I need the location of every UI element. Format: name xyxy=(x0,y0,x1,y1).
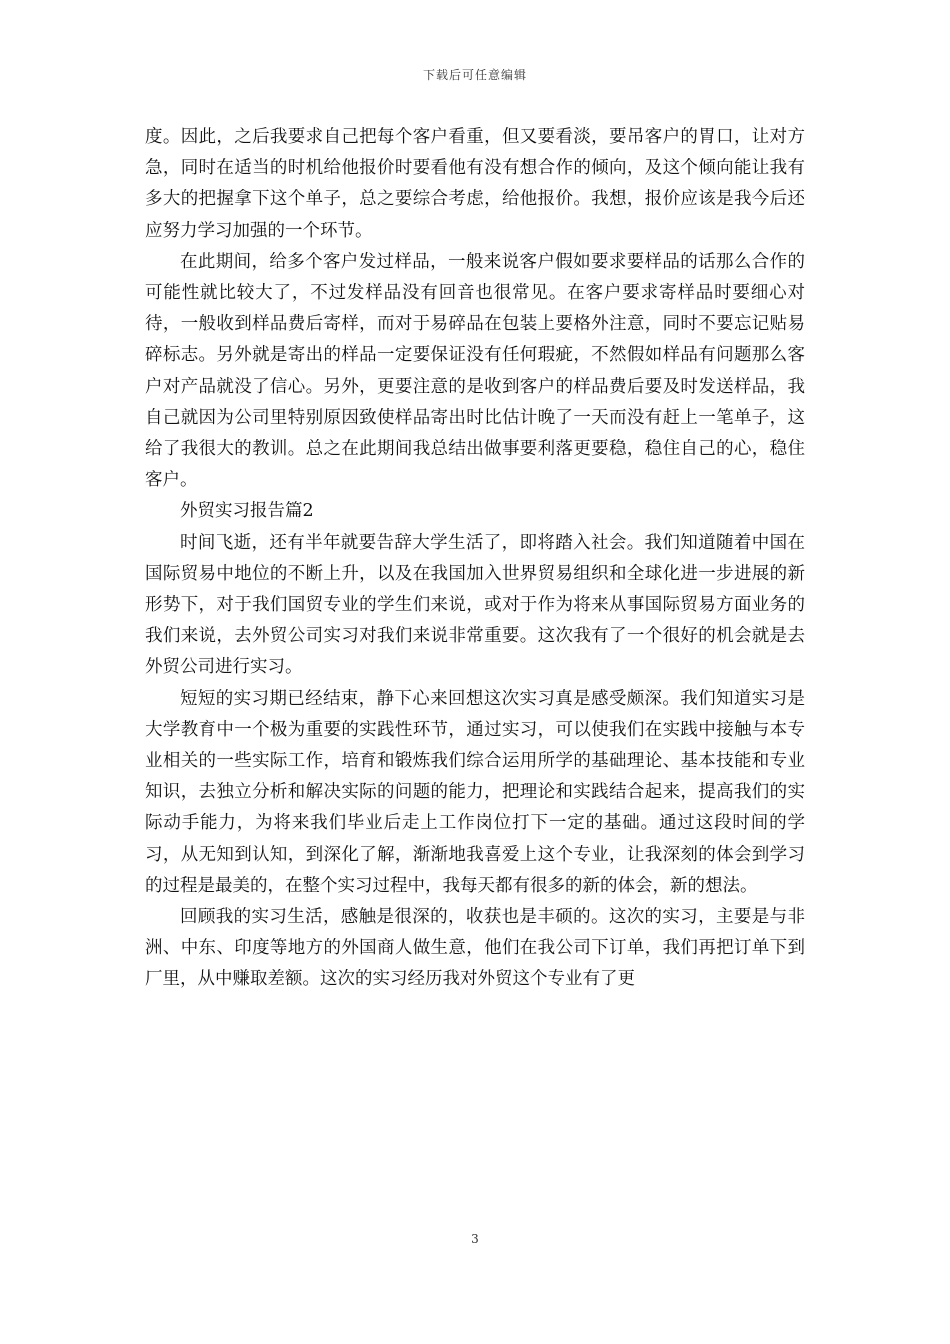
paragraph-intro: 时间飞逝，还有半年就要告辞大学生活了，即将踏入社会。我们知道随着中国在国际贸易中地位的不断上升，以及在我国加入世界贸易组织和全球化进一步进展的新形势下，对于我们国贸专业的学生们来说，或对于作为将来从事国际贸易方面业务的我们来说，去外贸公司实习对我们来说非常重要。这次我有了一个很好的机会就是去外贸公司进行实习。 xyxy=(145,532,805,678)
paragraph-review: 回顾我的实习生活，感触是很深的，收获也是丰硕的。这次的实习，主要是与非洲、中东、印度等地方的外国商人做生意，他们在我公司下订单，我们再把订单下到厂里，从中赚取差额。这次的实习经历我对外贸这个专业有了更 xyxy=(145,907,805,990)
paragraph-continuation: 度。因此，之后我要求自己把每个客户看重，但又要看淡，要吊客户的胃口，让对方急，同时在适当的时机给他报价时要看他有没有想合作的倾向，及这个倾向能让我有多大的把握拿下这个单子，总之要综合考虑，给他报价。我想，报价应该是我今后还应努力学习加强的一个环节。 xyxy=(145,127,805,241)
page-header: 下载后可任意编辑 xyxy=(422,68,527,82)
section-heading: 外贸实习报告篇2 xyxy=(180,501,314,522)
paragraph-samples: 在此期间，给多个客户发过样品，一般来说客户假如要求要样品的话那么合作的可能性就比较大了，不过发样品没有回音也很常见。在客户要求寄样品时要细心对待，一般收到样品费后寄样，而对于易碎品在包装上要格外注意，同时不要忘记贴易碎标志。另外就是寄出的样品一定要保证没有任何瑕疵，不然假如样品有问题那么客户对产品就没了信心。另外，更要注意的是收到客户的样品费后要及时发送样品，我自己就因为公司里特别原因致使样品寄出时比估计晚了一天而没有赶上一笔单子，这给了我很大的教训。总之在此期间我总结出做事要利落更要稳，稳住自己的心，稳住客户。 xyxy=(145,251,805,491)
paragraph-reflection: 短短的实习期已经结束，静下心来回想这次实习真是感受颇深。我们知道实习是大学教育中一个极为重要的实践性环节，通过实习，可以使我们在实践中接触与本专业相关的一些实际工作，培育和锻炼我们综合运用所学的基础理论、基本技能和专业知识，去独立分析和解决实际的问题的能力，把理论和实践结合起来，提高我们的实际动手能力，为将来我们毕业后走上工作岗位打下一定的基础。通过这段时间的学习，从无知到认知，到深化了解，渐渐地我喜爱上这个专业，让我深刻的体会到学习的过程是最美的，在整个实习过程中，我每天都有很多的新的体会，新的想法。 xyxy=(145,688,805,896)
page-number: 3 xyxy=(471,1232,479,1246)
document-body xyxy=(145,122,805,996)
